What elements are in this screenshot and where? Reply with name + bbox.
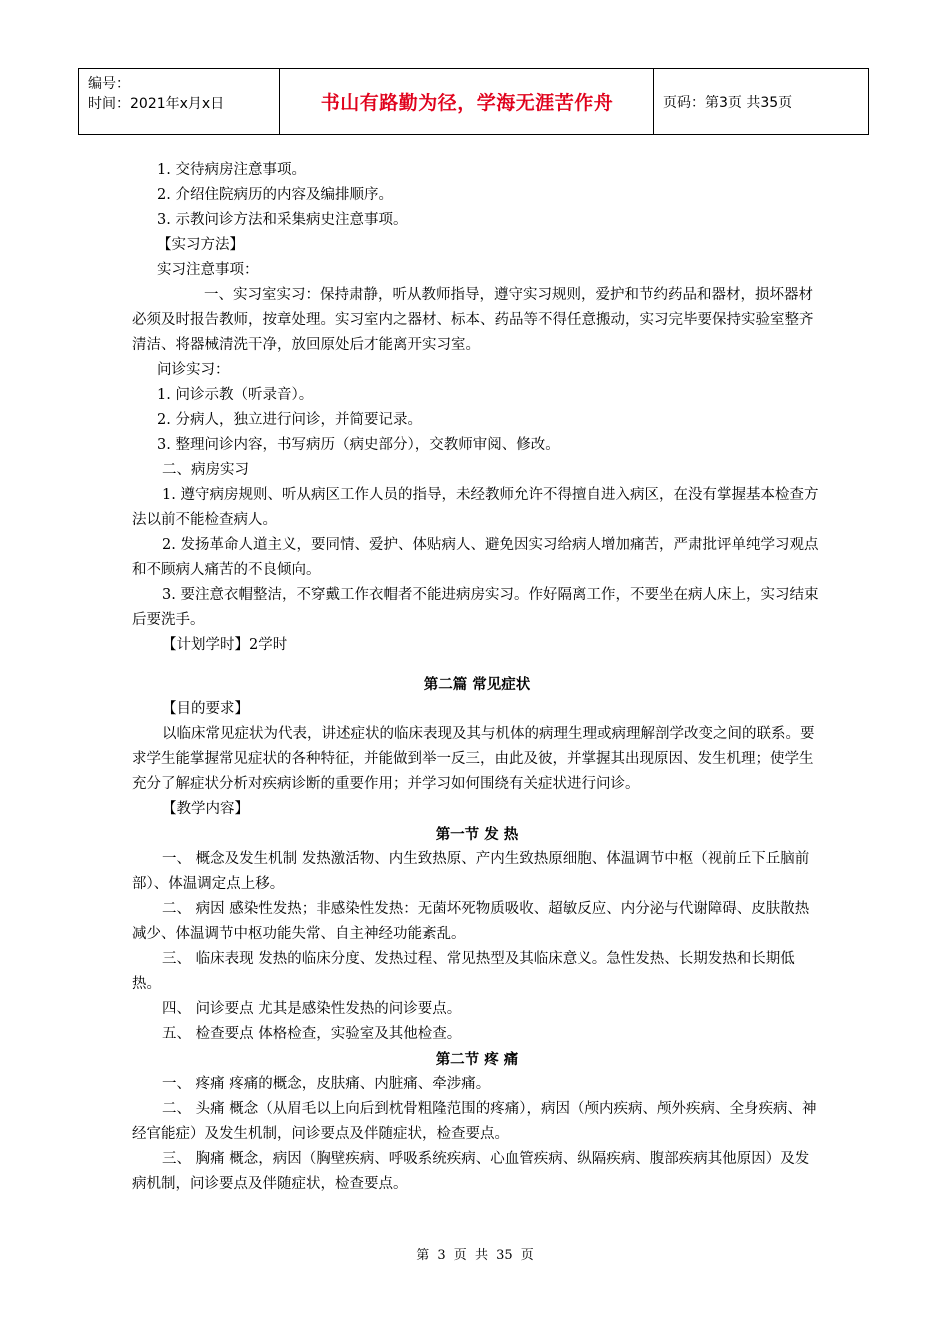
footer-total-pages: 35 [496,1248,513,1263]
section-item: 二、 病因 感染性发热；非感染性发热：无菌坏死物质吸收、超敏反应、内分泌与代谢障碍、皮肤散热减少、体温调节中枢功能失常、自主神经功能紊乱。 [132,901,810,942]
section-title: 第二节 疼 痛 [435,1051,519,1068]
page-footer [0,1244,950,1263]
header-divider-1 [279,68,280,135]
paragraph: 2. 介绍住院病历的内容及编排顺序。 [157,187,393,203]
paragraph: 二、病房实习 [162,462,249,478]
header-bottom-rule [78,134,869,135]
document-body [132,158,822,1197]
header-meta [88,74,224,114]
date-label: 时间：2021年x月x日 [88,96,225,112]
section-item: 五、 检查要点 体格检查，实验室及其他检查。 [162,1026,462,1042]
paragraph: 一、实习室实习：保持肃静，听从教师指导，遵守实习规则，爱护和节约药品和器材，损坏器材必须及时报告教师，按章处理。实习室内之器材、标本、药品等不得任意搬动，实习完毕要保持实验室整齐清洁、将器械清洗干净，放回原处后才能离开实习室。 [132,287,814,353]
paragraph: 【计划学时】2学时 [162,637,288,653]
section-item: 三、 临床表现 发热的临床分度、发热过程、常见热型及其临床意义。急性发热、长期发热和长期低热。 [132,951,795,992]
footer-di: 第 [416,1248,430,1263]
paragraph: 【教学内容】 [162,801,249,817]
section-item: 一、 概念及发生机制 发热激活物、内生致热原、产内生致热原细胞、体温调节中枢（视前丘下丘脑前部）、体温调定点上移。 [132,851,810,892]
footer-ye: 页 [453,1248,467,1263]
section-item: 三、 胸痛 概念，病因（胸壁疾病、呼吸系统疾病、心血管疾病、纵隔疾病、腹部疾病其他原因）及发病机制，问诊要点及伴随症状，检查要点。 [132,1151,810,1192]
paragraph: 1. 问诊示教（听录音）。 [157,387,314,403]
section-item: 四、 问诊要点 尤其是感染性发热的问诊要点。 [162,1001,462,1017]
footer-gong: 共 [474,1248,488,1263]
header-top-rule [78,68,869,69]
paragraph: 1. 交待病房注意事项。 [157,162,306,178]
section-item: 一、 疼痛 疼痛的概念，皮肤痛、内脏痛、牵涉痛。 [162,1076,491,1092]
section-item: 二、 头痛 概念（从眉毛以上向后到枕骨粗隆范围的疼痛），病因（颅内疾病、颅外疾病、全身疾病、神经官能症）及发生机制，问诊要点及伴随症状，检查要点。 [132,1101,817,1142]
paragraph: 实习注意事项： [157,262,259,278]
paragraph: 1. 遵守病房规则、听从病区工作人员的指导，未经教师允许不得擅自进入病区，在没有掌握基本检查方法以前不能检查病人。 [132,487,819,528]
number-label: 编号： [88,76,130,92]
section-title: 第一节 发 热 [435,826,519,843]
paragraph: 3. 示教问诊方法和采集病史注意事项。 [157,212,408,228]
paragraph: 问诊实习： [157,362,230,378]
header-border-right [868,68,869,135]
header-motto: 书山有路勤为径，学海无涯苦作舟 [320,92,614,114]
paragraph: 以临床常见症状为代表，讲述症状的临床表现及其与机体的病理生理或病理解剖学改变之间的联系。要求学生能掌握常见症状的各种特征，并能做到举一反三，由此及彼，并掌握其出现原因、发生机理；使学生充分了解症状分析对疾病诊断的重要作用；并学习如何围绕有关症状进行问诊。 [132,726,815,792]
paragraph: 3. 整理问诊内容，书写病历（病史部分），交教师审阅、修改。 [157,437,560,453]
footer-page-number: 3 [437,1248,446,1263]
part-title: 第二篇 常见症状 [423,676,531,693]
paragraph: 2. 分病人，独立进行问诊，并简要记录。 [157,412,422,428]
paragraph: 2. 发扬革命人道主义，要同情、爱护、体贴病人、避免因实习给病人增加痛苦，严肃批评单纯学习观点和不顾病人痛苦的不良倾向。 [132,537,819,578]
page-header [78,68,869,135]
paragraph: 【目的要求】 [162,701,249,717]
footer-ye2: 页 [520,1248,534,1263]
header-border-left [78,68,79,135]
header-divider-2 [653,68,654,135]
header-page-label: 页码：第3页 共35页 [663,95,793,111]
paragraph: 【实习方法】 [157,237,244,253]
paragraph: 3. 要注意衣帽整洁，不穿戴工作衣帽者不能进病房实习。作好隔离工作，不要坐在病人床上，实习结束后要洗手。 [132,587,819,628]
